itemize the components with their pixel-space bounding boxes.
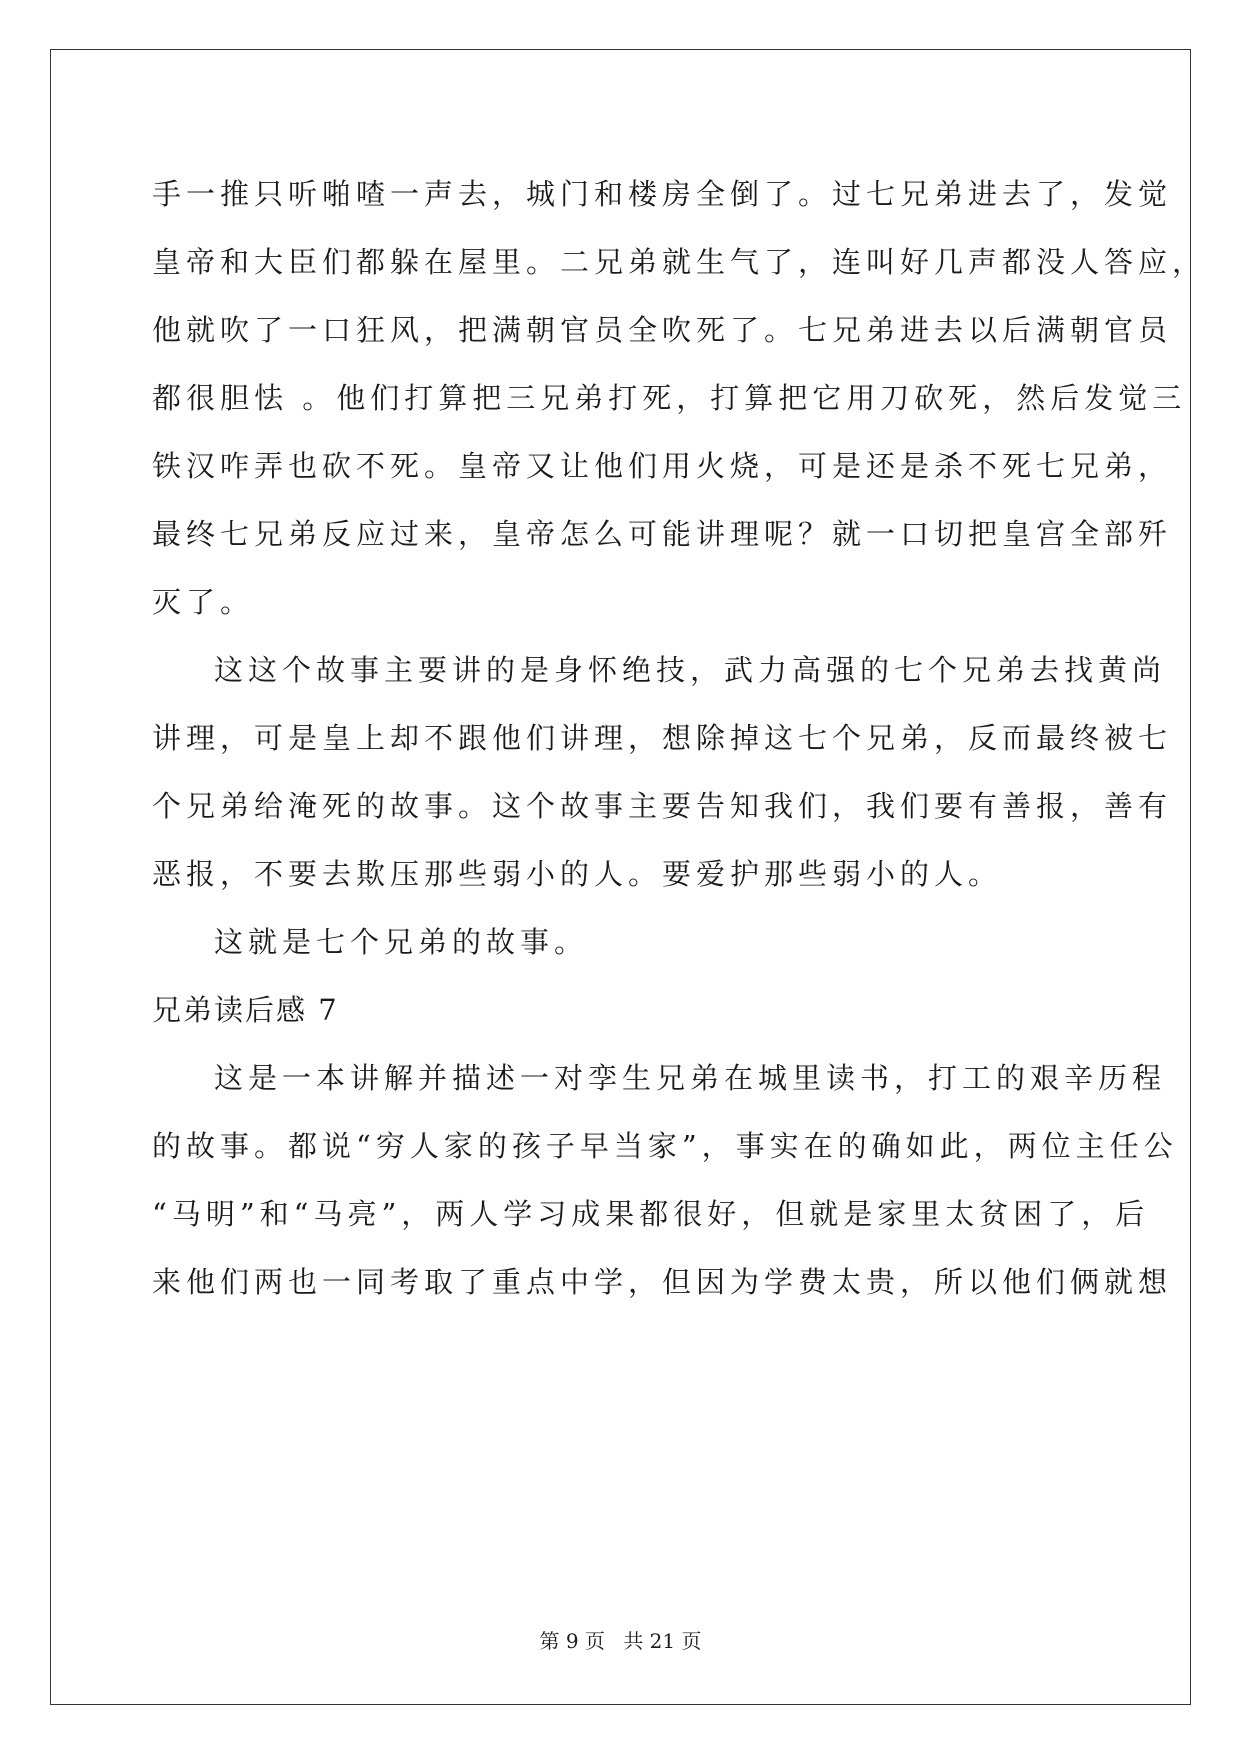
text-line: 灭了。 <box>152 585 255 619</box>
text-line: 这就是七个兄弟的故事。 <box>214 925 589 959</box>
page-total: 共 21 页 <box>623 1629 702 1653</box>
text-line: “马明”和“马亮”，两人学习成果都很好，但就是家里太贫困了，后 <box>152 1197 1150 1231</box>
document-body <box>152 160 1207 1316</box>
text-line: 都很胆怯 。他们打算把三兄弟打死，打算把它用刀砍死，然后发觉三 <box>152 381 1187 415</box>
text-line: 讲理，可是皇上却不跟他们讲理，想除掉这七个兄弟，反而最终被七 <box>152 721 1173 755</box>
text-line: 恶报，不要去欺压那些弱小的人。要爱护那些弱小的人。 <box>152 857 1003 891</box>
page-footer <box>0 1629 1241 1653</box>
text-line: 他就吹了一口狂风，把满朝官员全吹死了。七兄弟进去以后满朝官员 <box>152 313 1173 347</box>
text-line: 铁汉咋弄也砍不死。皇帝又让他们用火烧，可是还是杀不死七兄弟， <box>152 449 1173 483</box>
text-line: 这是一本讲解并描述一对孪生兄弟在城里读书，打工的艰辛历程 <box>214 1061 1167 1095</box>
text-line: 手一推只听啪喳一声去，城门和楼房全倒了。过七兄弟进去了，发觉 <box>152 177 1173 211</box>
text-line: 个兄弟给淹死的故事。这个故事主要告知我们，我们要有善报，善有 <box>152 789 1173 823</box>
text-line: 最终七兄弟反应过来，皇帝怎么可能讲理呢？就一口切把皇宫全部歼 <box>152 517 1173 551</box>
section-heading: 兄弟读后感 7 <box>152 993 339 1027</box>
text-line: 的故事。都说“穷人家的孩子早当家”，事实在的确如此，两位主任公 <box>152 1129 1178 1163</box>
page-number: 第 9 页 <box>539 1629 605 1653</box>
text-line: 皇帝和大臣们都躲在屋里。二兄弟就生气了，连叫好几声都没人答应， <box>152 245 1207 279</box>
text-line: 来他们两也一同考取了重点中学，但因为学费太贵，所以他们俩就想 <box>152 1265 1173 1299</box>
text-line: 这这个故事主要讲的是身怀绝技，武力高强的七个兄弟去找黄尚 <box>214 653 1167 687</box>
